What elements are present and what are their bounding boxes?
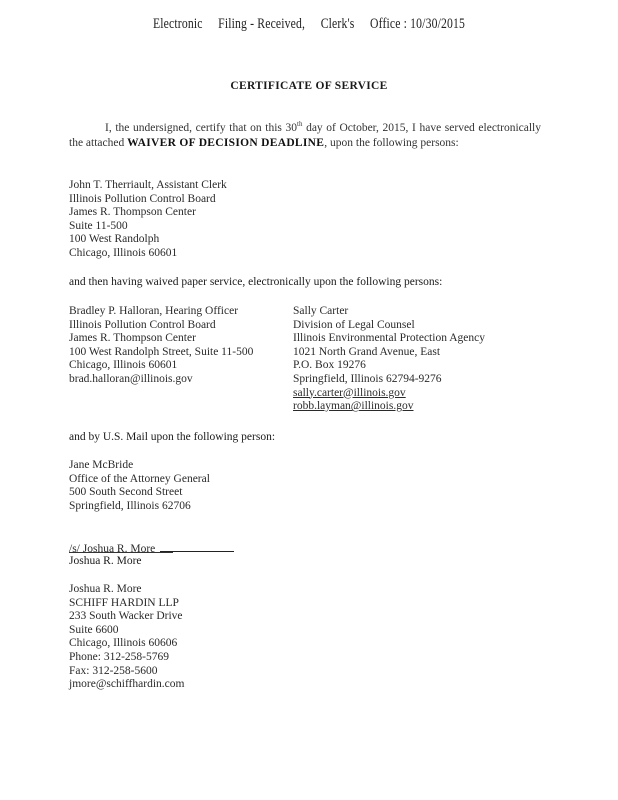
iepa-counsel-block bbox=[293, 305, 485, 414]
signer-name: Joshua R. More bbox=[69, 555, 142, 567]
filing-stamp bbox=[68, 18, 550, 32]
hearing-officer-block bbox=[69, 305, 253, 387]
address-line: 100 West Randolph Street, Suite 11-500 bbox=[69, 345, 254, 358]
address-line: Office of the Attorney General bbox=[69, 472, 210, 485]
address-line: P.O. Box 19276 bbox=[293, 359, 366, 372]
clerk-address-block bbox=[69, 179, 227, 261]
address-line: Illinois Environmental Protection Agency bbox=[293, 332, 485, 345]
certification-text: day of October, 2015, I have served electronically the attached bbox=[69, 122, 541, 149]
email-link[interactable]: jmore@schiffhardin.com bbox=[69, 678, 185, 691]
signer-line: 233 South Wacker Drive bbox=[69, 610, 183, 623]
signature-underline bbox=[69, 552, 173, 553]
address-line: Springfield, Illinois 62706 bbox=[69, 499, 191, 512]
signature-blank bbox=[160, 541, 234, 552]
email-link[interactable]: brad.halloran@illinois.gov bbox=[69, 372, 193, 385]
email-link[interactable]: robb.layman@illinois.gov bbox=[293, 400, 414, 413]
phone-number: Phone: 312-258-5769 bbox=[69, 650, 169, 663]
address-line: Illinois Pollution Control Board bbox=[69, 318, 216, 331]
address-line: Sally Carter bbox=[293, 305, 349, 317]
ordinal-suffix: th bbox=[297, 120, 303, 129]
email-link[interactable]: sally.carter@illinois.gov bbox=[293, 386, 406, 399]
stamp-part: Office : 10/30/2015 bbox=[369, 16, 466, 32]
address-line: Jane McBride bbox=[69, 459, 134, 471]
address-line: John T. Therriault, Assistant Clerk bbox=[69, 179, 227, 191]
address-line: Chicago, Illinois 60601 bbox=[69, 359, 178, 372]
certification-text: I, the undersigned, certify that on this 30 bbox=[105, 122, 297, 134]
electronic-signature: /s/ Joshua R. More bbox=[69, 543, 156, 555]
address-line: Bradley P. Halloran, Hearing Officer bbox=[69, 305, 239, 317]
signer-line: Chicago, Illinois 60606 bbox=[69, 637, 178, 650]
address-line: Illinois Pollution Control Board bbox=[69, 192, 216, 205]
certification-paragraph bbox=[69, 121, 541, 150]
address-line: Division of Legal Counsel bbox=[293, 318, 415, 331]
stamp-part: Electronic bbox=[152, 16, 203, 32]
stamp-part: Filing - Received, bbox=[218, 16, 306, 32]
address-line: Suite 11-500 bbox=[69, 219, 128, 232]
address-line: James R. Thompson Center bbox=[69, 206, 196, 219]
document-title: CERTIFICATE OF SERVICE bbox=[230, 80, 388, 92]
address-line: 1021 North Grand Avenue, East bbox=[293, 345, 441, 358]
address-line: 100 West Randolph bbox=[69, 233, 160, 246]
address-line: Chicago, Illinois 60601 bbox=[69, 246, 178, 259]
stamp-part: Clerk's bbox=[320, 16, 355, 32]
address-line: James R. Thompson Center bbox=[69, 332, 196, 345]
address-line: Springfield, Illinois 62794-9276 bbox=[293, 372, 442, 385]
attorney-general-block bbox=[69, 459, 210, 513]
firm-name: SCHIFF HARDIN LLP bbox=[69, 596, 179, 609]
fax-number: Fax: 312-258-5600 bbox=[69, 664, 158, 677]
signer-contact-block bbox=[69, 583, 184, 692]
waived-service-text: and then having waived paper service, electronically upon the following persons: bbox=[69, 276, 443, 288]
address-line: 500 South Second Street bbox=[69, 486, 183, 499]
signer-line: Joshua R. More bbox=[69, 583, 142, 595]
signer-line: Suite 6600 bbox=[69, 623, 119, 636]
mail-service-text: and by U.S. Mail upon the following person: bbox=[69, 431, 276, 443]
document-name: WAIVER OF DECISION DEADLINE bbox=[127, 136, 325, 149]
certification-text: , upon the following persons: bbox=[324, 136, 459, 149]
